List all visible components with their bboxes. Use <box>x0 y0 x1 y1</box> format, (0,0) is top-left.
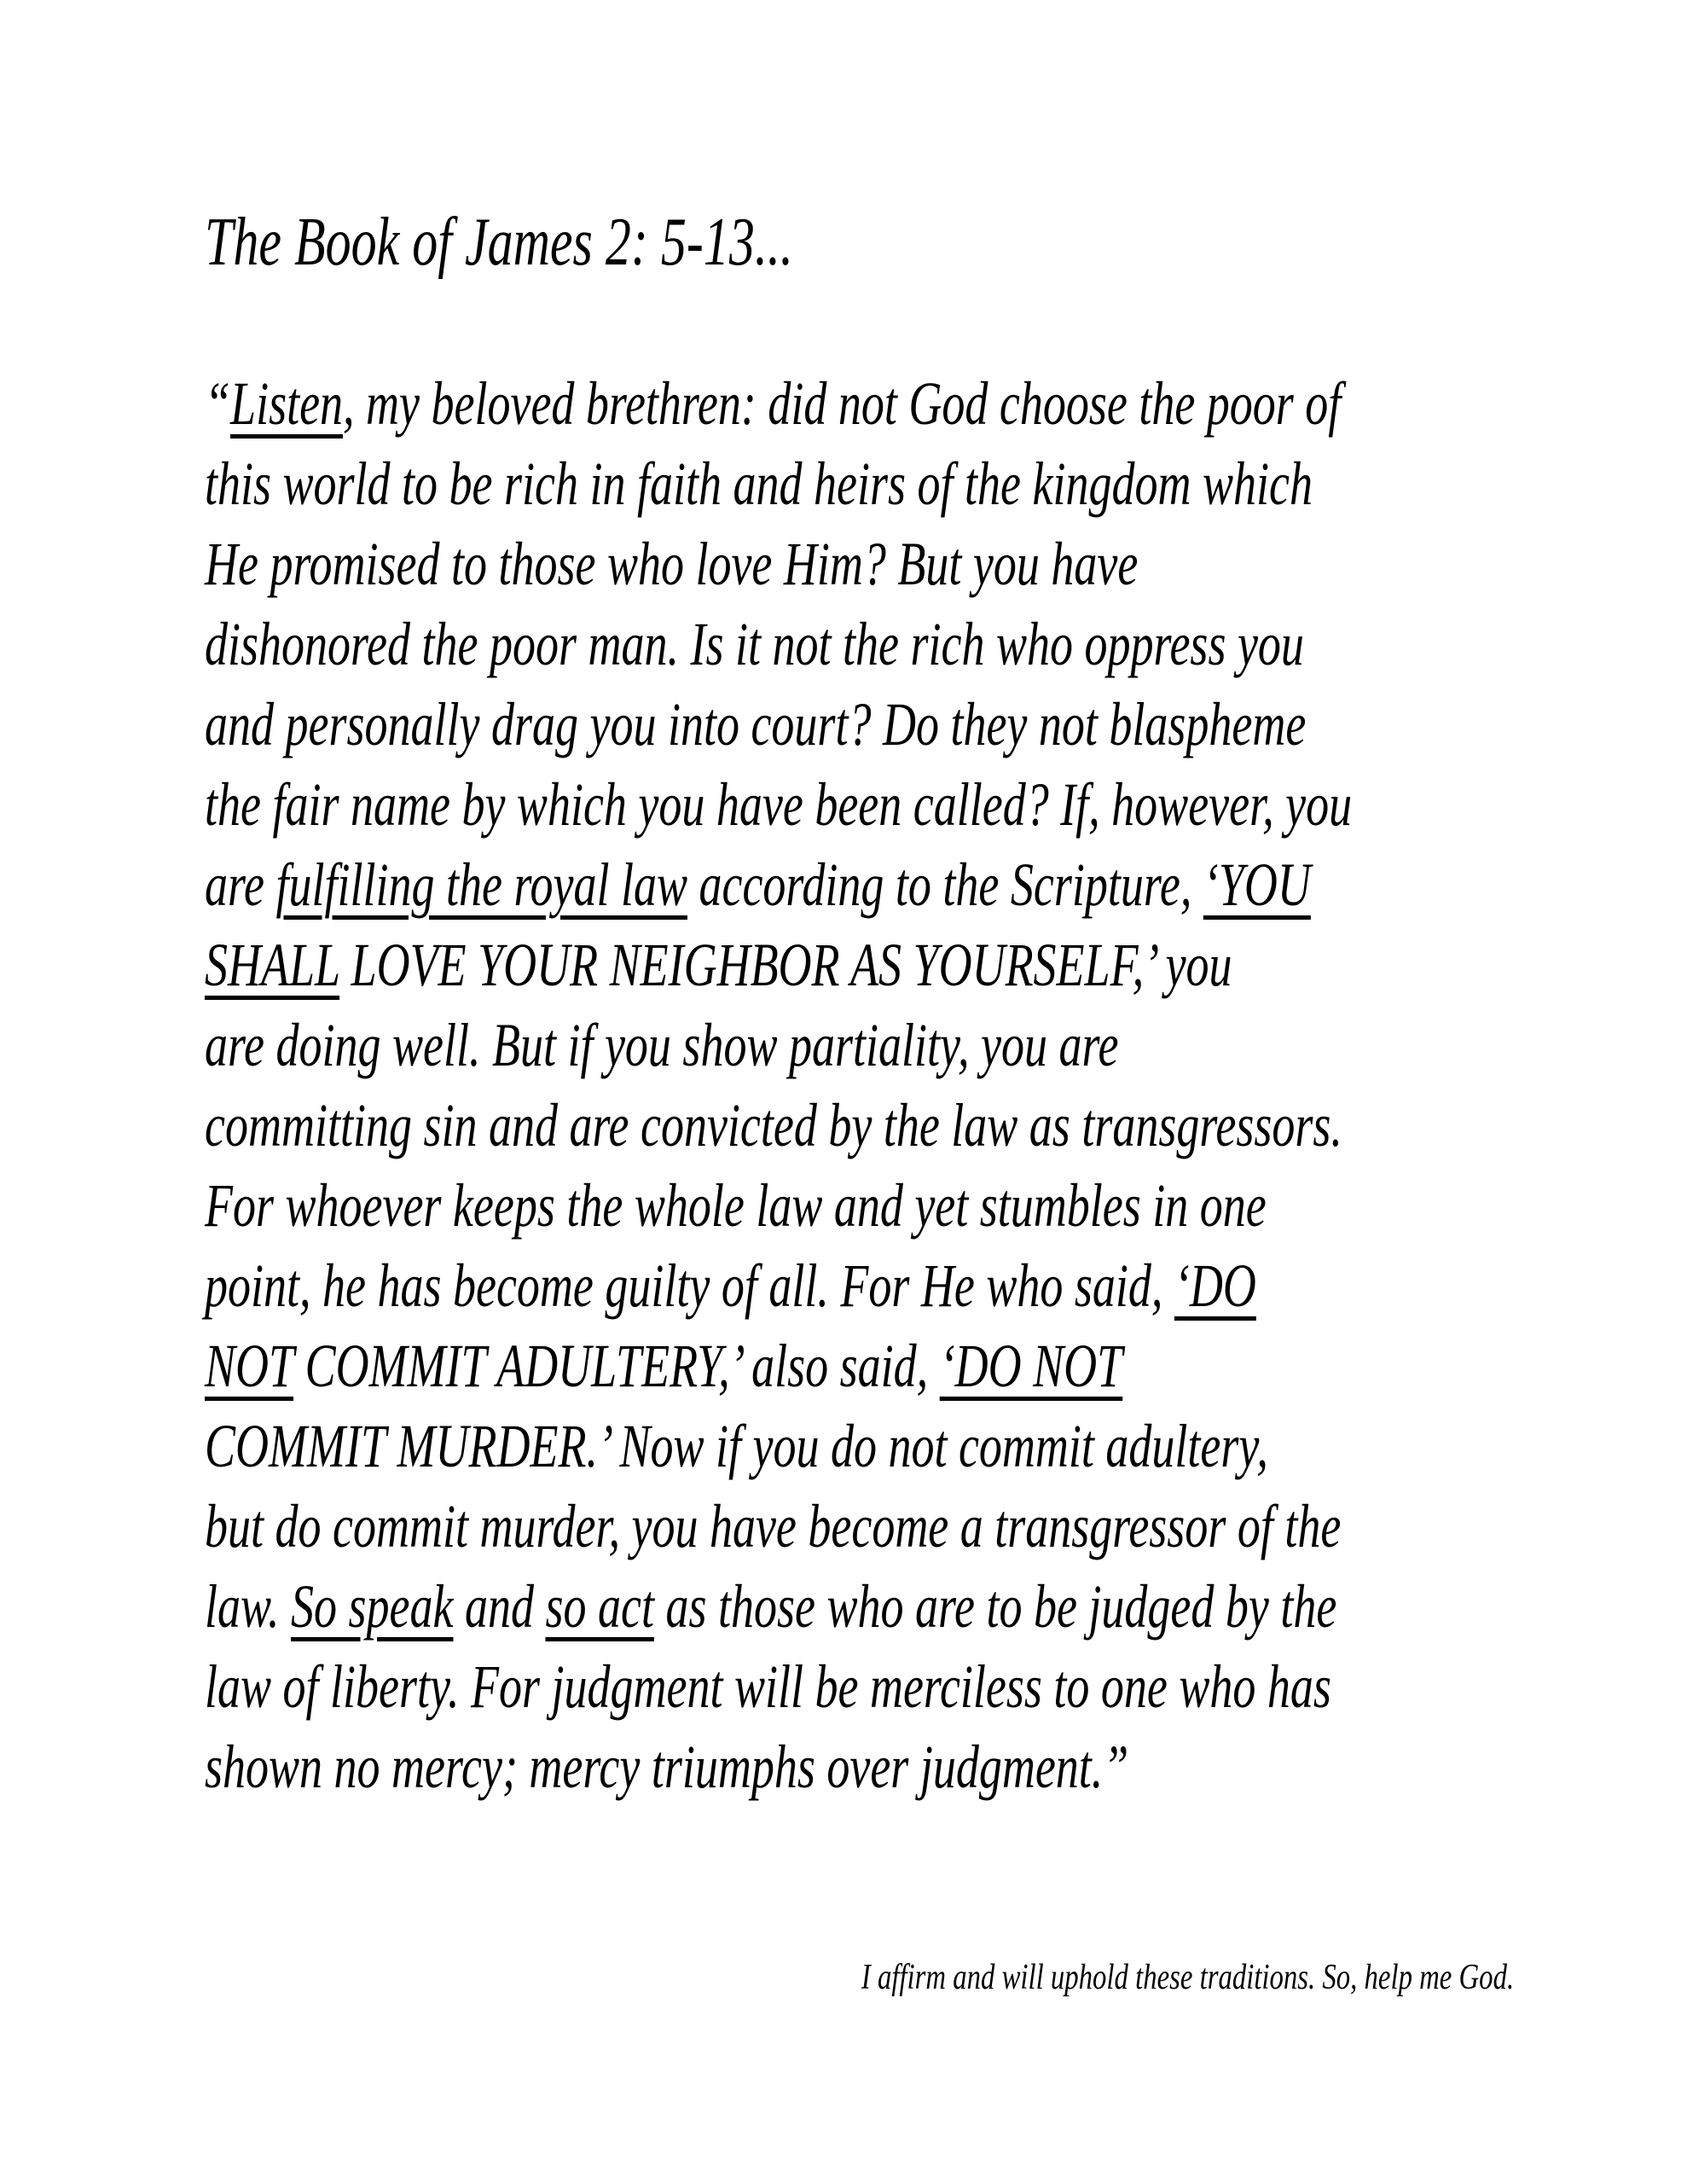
text-segment: are doing well. But if you show partiality, you are <box>205 1011 1119 1079</box>
underlined-text: ‘YOU <box>1203 851 1311 919</box>
text-segment: For whoever keeps the whole law and yet stumbles in one <box>205 1171 1267 1240</box>
text-line <box>205 604 1352 684</box>
text-segment: LOVE YOUR NEIGHBOR AS YOURSELF,’ you <box>339 931 1232 999</box>
text-segment: according to the Scripture, <box>687 851 1203 919</box>
underlined-text: So speak <box>291 1572 454 1641</box>
affirmation-line: I affirm and will uphold these traditions. So, help me God. <box>861 1958 1514 1997</box>
text-line <box>205 1326 1352 1406</box>
text-segment: He promised to those who love Him? But you have <box>205 530 1139 598</box>
text-segment: , my beloved brethren: did not God choose the poor of <box>343 369 1342 438</box>
text-segment: as those who are to be judged by the <box>653 1572 1337 1641</box>
text-line <box>205 1566 1352 1647</box>
underlined-text: so act <box>545 1572 654 1641</box>
text-segment: dishonored the poor man. Is it not the rich who oppress you <box>205 610 1304 678</box>
text-segment: law of liberty. For judgment will be merciless to one who has <box>205 1653 1331 1721</box>
text-line <box>205 1246 1352 1326</box>
text-line <box>205 1647 1352 1727</box>
text-line <box>205 524 1352 604</box>
underlined-text: fulfilling the royal law <box>275 851 687 919</box>
text-segment: but do commit murder, you have become a transgressor of the <box>205 1492 1342 1560</box>
text-line <box>205 1727 1352 1807</box>
text-segment: the fair name by which you have been called? If, however, you <box>205 770 1353 839</box>
text-line <box>205 1406 1352 1486</box>
text-segment: shown no mercy; mercy triumphs over judgment.” <box>205 1733 1129 1801</box>
scripture-paragraph <box>205 363 1352 1807</box>
text-line <box>205 845 1352 925</box>
underlined-text: ‘DO <box>1174 1252 1256 1320</box>
text-segment: are <box>205 851 276 919</box>
text-line <box>205 1165 1352 1246</box>
text-line <box>205 1085 1352 1165</box>
text-segment: and personally drag you into court? Do they not blaspheme <box>205 690 1307 758</box>
underlined-text: SHALL <box>205 931 340 999</box>
text-line <box>205 444 1352 524</box>
underlined-text: NOT <box>205 1332 294 1400</box>
text-segment: point, he has become guilty of all. For He who said, <box>205 1252 1174 1320</box>
text-segment: this world to be rich in faith and heirs of the kingdom which <box>205 450 1313 518</box>
text-line <box>205 1005 1352 1085</box>
text-segment: COMMIT ADULTERY,’ also said, <box>293 1332 940 1400</box>
text-line <box>205 363 1352 444</box>
text-line <box>205 925 1352 1005</box>
text-segment: COMMIT MURDER.’ Now if you do not commit adultery, <box>205 1412 1268 1480</box>
text-segment: committing sin and are convicted by the law as transgressors. <box>205 1091 1342 1159</box>
underlined-text: Listen <box>230 369 344 438</box>
page-title: The Book of James 2: 5-13... <box>205 205 793 280</box>
text-segment: law. <box>205 1572 292 1641</box>
text-segment: “ <box>205 369 231 438</box>
text-line <box>205 764 1352 845</box>
underlined-text: ‘DO NOT <box>939 1332 1123 1400</box>
text-segment: and <box>453 1572 546 1641</box>
text-line <box>205 1486 1352 1566</box>
text-line <box>205 684 1352 764</box>
